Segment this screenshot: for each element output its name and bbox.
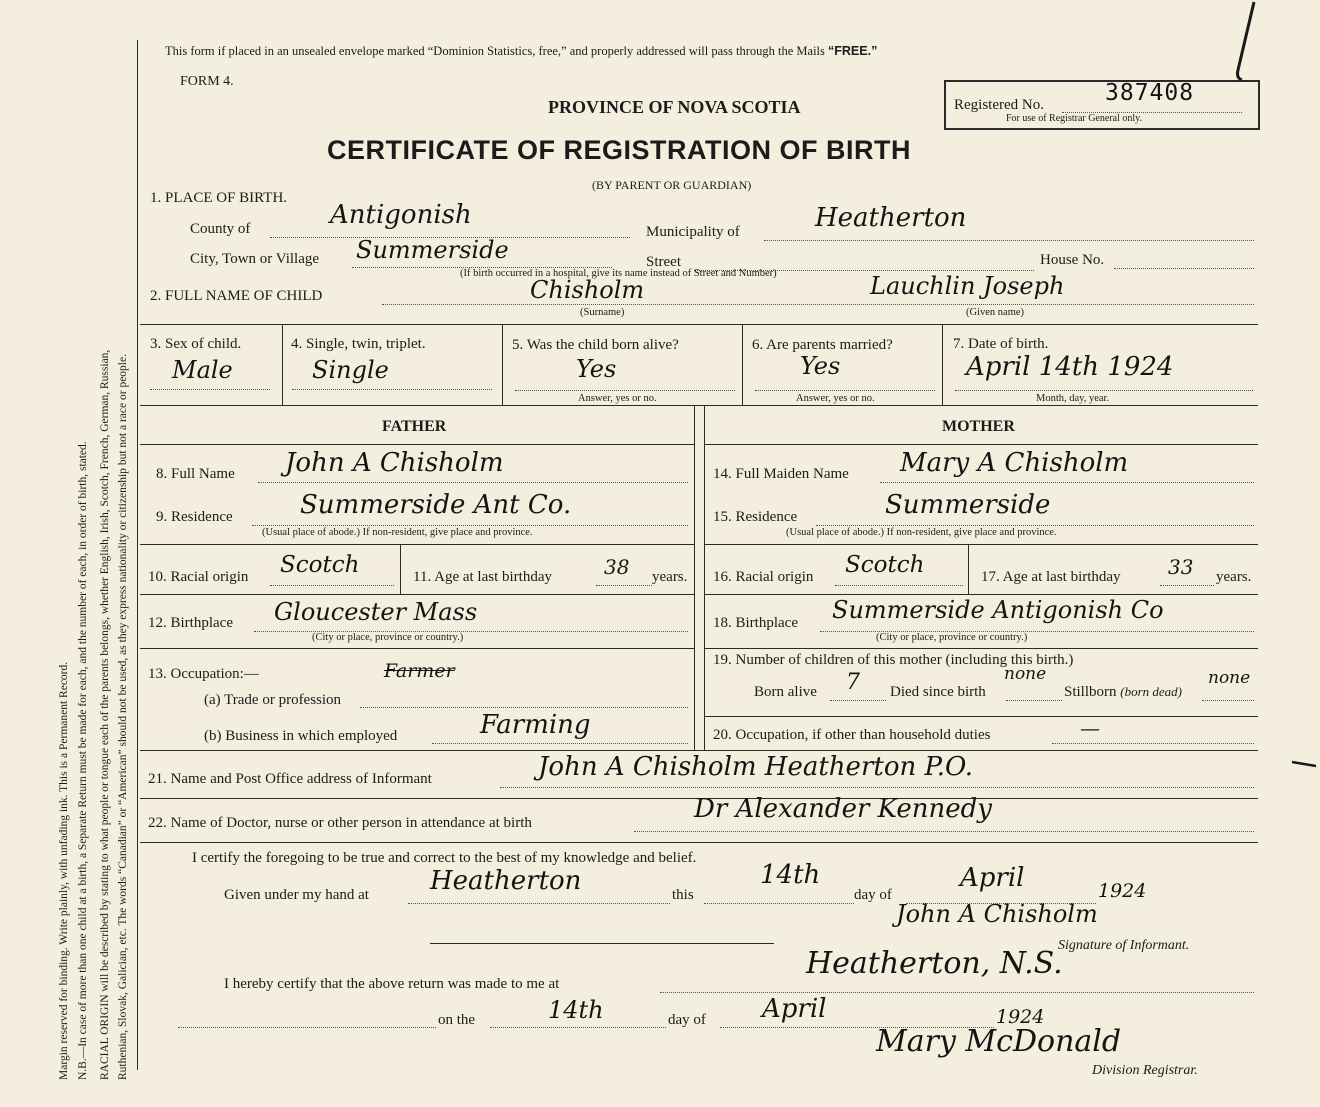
certificate-title: CERTIFICATE OF REGISTRATION OF BIRTH [327,135,911,165]
mother-age-value: 33 [1168,555,1194,579]
father-age-unit: years. [652,569,688,585]
given-under-hand-label: Given under my hand at [224,887,369,903]
father-racial-label: 10. Racial origin [148,569,249,585]
father-age-value: 38 [604,555,630,579]
born-alive-caption: Answer, yes or no. [578,393,657,404]
born-alive-label: 5. Was the child born alive? [512,337,679,353]
date-of-birth-label: 7. Date of birth. [953,336,1049,352]
father-name-line [258,482,688,483]
left-border [137,40,138,1070]
given-caption: (Given name) [966,307,1025,318]
registrar-month-value: April [762,994,827,1024]
margin-racial-origin-note-2: Ruthenian, Slovak, Galician, etc. The words “Canadian” or “American” should not be used, as they express nationality or citizenship but not a race or people. [117,354,129,1080]
registrar-caption: Division Registrar. [1092,1063,1198,1078]
child-given-value: Lauchlin Joseph [870,272,1065,300]
mother-birthplace-caption: (City or place, province or country.) [876,632,1028,643]
this-label: this [672,887,694,903]
registrar-statement: I hereby certify that the above return was made to me at [224,976,560,992]
given-day-value: 14th [760,860,821,890]
died-since-birth-value: none [1004,664,1047,684]
province-title: PROVINCE OF NOVA SCOTIA [548,97,801,117]
mother-occupation-line [1052,743,1254,744]
mother-age-unit: years. [1216,569,1252,585]
doctor-line [634,831,1254,832]
given-place-value: Heatherton [430,866,582,896]
county-value: Antigonish [330,200,472,230]
mother-racial-label: 16. Racial origin [713,569,814,585]
father-name-label: 8. Full Name [156,466,235,482]
date-of-birth-line [955,390,1253,391]
stillborn-value: none [1208,668,1251,688]
informant-line [500,787,1254,788]
business-value: Farming [480,710,591,740]
sex-line [150,389,270,390]
registrar-day-value: 14th [548,996,604,1024]
row-divider [140,648,694,649]
born-alive-line [515,390,735,391]
registrar-place-value: Heatherton, N.S. [806,946,1063,981]
father-residence-line [252,525,688,526]
mother-name-line [880,482,1254,483]
father-age-line [596,585,652,586]
father-birthplace-value: Gloucester Mass [274,598,478,626]
sex-value: Male [172,356,233,384]
row-divider [140,405,1258,406]
father-age-label: 11. Age at last birthday [413,569,552,585]
child-name-label: 2. FULL NAME OF CHILD [150,288,323,304]
father-residence-label: 9. Residence [156,509,233,525]
mother-birthplace-label: 18. Birthplace [713,615,798,631]
city-label: City, Town or Village [190,251,320,267]
parents-married-line [755,390,935,391]
stillborn-line [1202,700,1254,701]
house-no-label: House No. [1040,252,1105,268]
date-of-birth-value: April 14th 1924 [966,352,1174,382]
on-the-label: on the [438,1012,476,1028]
registrar-place-line [660,992,1254,993]
registered-no-label: Registered No. [954,97,1044,113]
registered-no-value: 387408 [1105,80,1195,106]
registrar-year-value: 1924 [996,1006,1045,1028]
father-name-value: John A Chisholm [285,448,504,478]
father-heading: FATHER [382,418,447,435]
given-day-of-label: day of [854,887,892,903]
father-racial-line [270,585,394,586]
row-divider [140,750,1258,751]
separator-rule [430,943,774,944]
col-divider [502,325,503,405]
mother-racial-line [835,585,963,586]
row-divider [705,648,1258,649]
col-divider [968,545,969,595]
parents-married-value: Yes [800,352,841,380]
died-since-birth-line [1006,700,1062,701]
born-alive-count-label: Born alive [754,684,817,700]
col-divider [742,325,743,405]
single-twin-label: 4. Single, twin, triplet. [291,336,426,352]
county-label: County of [190,221,251,237]
given-place-line [408,903,670,904]
mother-heading: MOTHER [942,418,1015,435]
trade-line [360,707,688,708]
father-occupation-struck: Farmer [384,660,455,682]
mother-name-label: 14. Full Maiden Name [713,466,849,482]
col-divider [400,545,401,595]
margin-multiple-birth-note: N.B.—In case of more than one child at a birth, a Separate Return must be made for each, and the number of each, in order of birth, stated. [77,441,89,1080]
given-month-value: April [960,863,1025,893]
row-divider [705,716,1258,717]
row-divider [705,594,1258,595]
mother-birthplace-value: Summerside Antigonish Co [832,596,1164,624]
trade-label: (a) Trade or profession [204,692,342,708]
born-alive-value: Yes [576,355,617,383]
row-divider [705,544,1258,545]
date-of-birth-caption: Month, day, year. [1036,393,1110,404]
col-divider [282,325,283,405]
row-divider [140,324,1258,325]
col-divider [942,325,943,405]
mother-residence-caption: (Usual place of abode.) If non-resident, give place and province. [786,527,1057,538]
stillborn-label: Stillborn (born dead) [1064,684,1183,700]
mother-residence-line [816,525,1254,526]
informant-value: John A Chisholm Heatherton P.O. [538,752,974,782]
mother-age-line [1160,585,1214,586]
place-of-birth-heading: 1. PLACE OF BIRTH. [150,190,288,206]
mother-residence-label: 15. Residence [713,509,798,525]
row-divider [140,842,1258,843]
certificate-subtitle: (BY PARENT OR GUARDIAN) [592,178,752,192]
father-border [694,406,695,751]
parents-married-label: 6. Are parents married? [752,337,893,353]
father-birthplace-label: 12. Birthplace [148,615,233,631]
form-label: FORM 4. [180,74,234,89]
single-twin-line [292,389,492,390]
informant-signature: John A Chisholm [896,900,1098,928]
doctor-label: 22. Name of Doctor, nurse or other person in attendance at birth [148,815,532,831]
business-line [432,743,688,744]
city-value: Summerside [356,236,509,264]
informant-label: 21. Name and Post Office address of Informant [148,771,432,787]
surname-caption: (Surname) [580,307,625,318]
sex-label: 3. Sex of child. [150,336,242,352]
row-divider [140,444,694,445]
mother-border [704,406,705,751]
mother-racial-value: Scotch [845,552,925,578]
father-birthplace-caption: (City or place, province or country.) [312,632,464,643]
child-surname-value: Chisholm [530,276,645,304]
registrar-general-note: For use of Registrar General only. [1006,113,1142,124]
mother-age-label: 17. Age at last birthday [981,569,1121,585]
given-day-line [704,903,854,904]
born-alive-count-value: 7 [846,670,860,695]
mother-residence-value: Summerside [885,490,1051,520]
registrar-day-line [490,1027,666,1028]
ink-mark [1224,0,1264,90]
margin-racial-origin-note: RACIAL ORIGIN will be described by stating to what people or tongue each of the parents belongs, whether English, Irish, Scotch, French, German, Russian, [99,349,111,1080]
mother-occupation-value: — [1080,716,1100,740]
row-divider [705,444,1258,445]
died-since-birth-label: Died since birth [890,684,986,700]
single-twin-value: Single [312,356,389,384]
certify-statement: I certify the foregoing to be true and correct to the best of my knowledge and belief. [192,850,697,866]
business-label: (b) Business in which employed [204,728,398,744]
registrar-signature: Mary McDonald [876,1024,1122,1059]
hospital-note: (If birth occurred in a hospital, give its name instead of Street and Number) [460,268,777,279]
margin-binding-note: Margin reserved for binding. Write plainly, with unfading ink. This is a Permanent Record. [58,661,70,1080]
child-name-line [382,304,1254,305]
father-residence-caption: (Usual place of abode.) If non-resident, give place and province. [262,527,533,538]
given-year-value: 1924 [1098,880,1147,902]
father-residence-value: Summerside Ant Co. [300,490,572,520]
mother-name-value: Mary A Chisholm [900,448,1129,478]
registrar-lead-line [178,1027,436,1028]
row-divider [140,544,694,545]
doctor-value: Dr Alexander Kennedy [694,794,992,824]
registrar-day-of-label: day of [668,1012,706,1028]
parents-married-caption: Answer, yes or no. [796,393,875,404]
house-no-line [1114,268,1254,269]
father-racial-value: Scotch [280,552,360,578]
mother-occupation-label: 20. Occupation, if other than household duties [713,727,991,743]
mail-notice: This form if placed in an unsealed envelope marked “Dominion Statistics, free,” and properly addressed will pass through the Mails “FREE.” [165,44,878,58]
street-label: Street [646,254,681,270]
children-count-label: 19. Number of children of this mother (including this birth.) [713,652,1074,668]
municipality-value: Heatherton [815,203,967,233]
stillborn-note: (born dead) [1120,684,1183,699]
ink-tick [1290,756,1320,770]
informant-signature-caption: Signature of Informant. [1058,938,1190,953]
father-occupation-label: 13. Occupation:— [148,666,259,682]
municipality-label: Municipality of [646,224,740,240]
born-alive-count-line [830,700,886,701]
municipality-line [764,240,1254,241]
row-divider [140,594,694,595]
